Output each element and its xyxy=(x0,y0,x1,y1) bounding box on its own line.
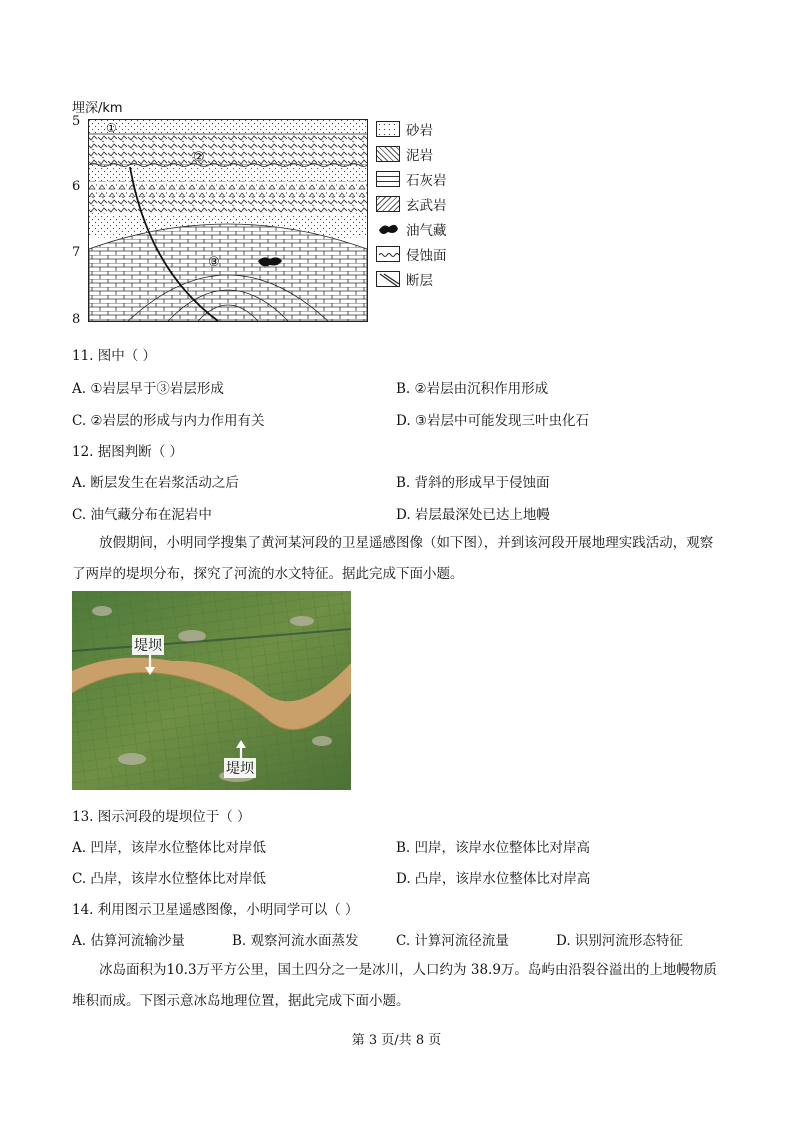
dam-label-north: 堤坝 xyxy=(132,635,164,655)
legend-limestone: 石灰岩 xyxy=(376,169,447,189)
q13-option-d: D. 凸岸，该岸水位整体比对岸高 xyxy=(396,871,591,887)
q12-option-d: D. 岩层最深处已达上地幔 xyxy=(396,507,550,523)
intro-paragraph-iceland: 冰岛面积为10.3万平方公里，国土四分之一是冰川，人口约为 38.9万。岛屿由沿裂谷溢出的上地幔物质堆积而成。下图示意冰岛地理位置，据此完成下面小题。 xyxy=(72,962,717,1009)
q13-option-c: C. 凸岸，该岸水位整体比对岸低 xyxy=(72,871,266,887)
intro-paragraph-yellow-river: 放假期间，小明同学搜集了黄河某河段的卫星遥感图像（如下图），并到该河段开展地理实践活动，观察了两岸的堤坝分布，探究了河流的水文特征。据此完成下面小题。 xyxy=(72,535,714,582)
q11-option-d: D. ③岩层中可能发现三叶虫化石 xyxy=(396,413,590,429)
depth-tick-7: 7 xyxy=(72,245,81,260)
question-12-stem: 12. 据图判断（ ） xyxy=(72,444,184,460)
legend-sandstone: 砂岩 xyxy=(376,119,433,139)
question-14-stem: 14. 利用图示卫星遥感图像，小明同学可以（ ） xyxy=(72,902,359,918)
fault-icon xyxy=(376,271,400,287)
dam-label-south: 堤坝 xyxy=(224,758,256,778)
legend-oil-gas: 油气藏 xyxy=(376,219,447,239)
q14-option-d: D. 识别河流形态特征 xyxy=(556,933,683,949)
basalt-pattern-icon xyxy=(376,196,400,212)
satellite-image xyxy=(72,591,351,790)
q13-option-b: B. 凹岸，该岸水位整体比对岸高 xyxy=(396,840,591,856)
q14-option-c: C. 计算河流径流量 xyxy=(396,933,509,949)
question-13-stem: 13. 图示河段的堤坝位于（ ） xyxy=(72,809,251,825)
depth-tick-5: 5 xyxy=(72,114,81,129)
q11-option-b: B. ②岩层由沉积作用形成 xyxy=(396,381,549,397)
q12-option-b: B. 背斜的形成早于侵蚀面 xyxy=(396,475,550,491)
limestone-pattern-icon xyxy=(376,171,400,187)
depth-tick-8: 8 xyxy=(72,312,81,327)
legend-erosion: 侵蚀面 xyxy=(376,244,447,264)
geologic-cross-section xyxy=(88,119,368,322)
q12-option-c: C. 油气藏分布在泥岩中 xyxy=(72,507,212,523)
q11-option-a: A. ①岩层早于③岩层形成 xyxy=(72,381,224,397)
q14-option-a: A. 估算河流输沙量 xyxy=(72,933,185,949)
layer-marker-3: ③ xyxy=(208,255,220,270)
q13-option-a: A. 凹岸，该岸水位整体比对岸低 xyxy=(72,840,266,856)
question-11-stem: 11. 图中（ ） xyxy=(72,348,157,364)
page-footer: 第 3 页/共 8 页 xyxy=(351,1033,442,1048)
sandstone-pattern-icon xyxy=(376,121,400,137)
layer-marker-1: ① xyxy=(106,121,117,135)
y-axis-label: 埋深/km xyxy=(72,101,123,116)
erosion-surface-icon xyxy=(376,246,400,262)
layer-marker-2: ② xyxy=(193,150,205,165)
legend-mudstone: 泥岩 xyxy=(376,144,433,164)
q14-option-b: B. 观察河流水面蒸发 xyxy=(232,933,359,949)
oil-gas-reservoir-icon xyxy=(376,221,400,237)
depth-tick-6: 6 xyxy=(72,179,81,194)
legend-fault: 断层 xyxy=(376,269,433,289)
mudstone-pattern-icon xyxy=(376,146,400,162)
legend-basalt: 玄武岩 xyxy=(376,194,447,214)
q12-option-a: A. 断层发生在岩浆活动之后 xyxy=(72,475,239,491)
q11-option-c: C. ②岩层的形成与内力作用有关 xyxy=(72,413,265,429)
